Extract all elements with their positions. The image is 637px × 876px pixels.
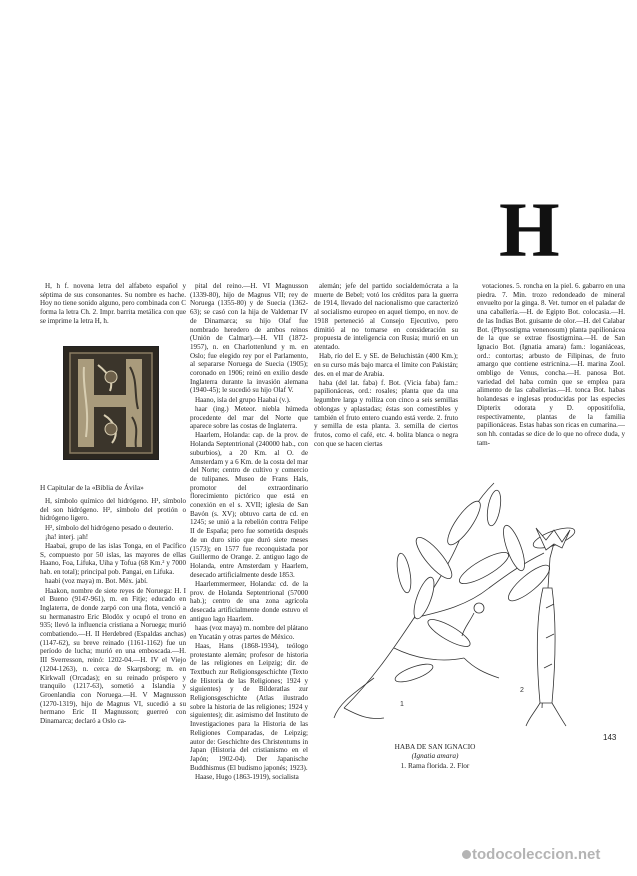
column-1 (40, 282, 186, 326)
illuminated-capital-drawing (64, 347, 158, 459)
illuminated-capital-image (63, 346, 159, 460)
entry-haarlemmermeer: Haarlemmermeer, Holanda: cd. de la prov. de Holanda Septentrional (57000 hab.); centro de una zona agrícola desecada artificialmente donde estuvo el antiguo lago Haarlem. (190, 579, 308, 623)
flower-detail-drawing (526, 528, 570, 726)
entry-haabai: Haabai, grupo de las islas Tonga, en el Pacífico S, compuesto por 50 islas, las mayores de ellas Haano, Foa, Lifuka, Uiha y Tofua (68 Km.² y 7000 hab. en total); principal pob. Pangai, en Lifuka. (40, 542, 186, 577)
watermark (462, 846, 600, 863)
entry-haase: Haase, Hugo (1863-1919), socialista (195, 772, 299, 781)
section-initial-letter: H (499, 186, 558, 273)
column-1-continued (40, 497, 186, 726)
entry-hab: Hab, río del E. y SE. de Beluchistán (400 Km.); en su curso más bajo marca el límite con Pakistán; des. en el mar de Arabia. (314, 352, 458, 378)
figure-label-2: 2 (520, 687, 524, 694)
entry-haakon-cont: pital del reino.—H. VI Magnusson (1339-80), hijo de Magnus VII; rey de Noruega (1355-80) y de Suecia (1362-63); se casó con la hija de Valdemar IV de Dinamarca; su hijo Olaf fue nombrado heredero de ambos reinos (Unión de Calmar).—H. VII (1872-1957), n. en Charlottenlund y m. en Oslo; fue elegido rey por el Parlamento, al separarse Noruega de Suecia (1905); coronado en 1906; reinó en exilio desde Inglaterra durante la invasión alemana (1940-45); le sucedió su hijo Olaf V. (190, 282, 308, 395)
column-4 (477, 282, 625, 448)
entry-haakon: Haakon, nombre de siete reyes de Noruega: H. I el Bueno (914?-961), m. en Fitje; educado en Inglaterra, de donde zarpó con una flota, venció a su hermanastro Eric Blodöx y ocupó el trono en 935; llevó la influencia cristiana a Noruega; murió combatiendo.—H. II Herdebred (Espaldas anchas) (1147-62), su breve reinado (1161-1162) fue un período de lucha; murió en una emboscada.—H. III Sverresson, reinó: 1202-04.—H. IV el Viejo (1204-1263), n. cerca de Skarpsborg; m. en Kirkwall (Orcadas); en su reinado próspero y tranquilo (1217-63), sometió a Islandia y Groenlandia con Noruega.—H. V Magnusson (1270-1319), hijo de Magnus VI, sucedió a su hermano Eric II Magnusson; guerreó con Dinamarca; declaró a Oslo ca- (40, 586, 186, 726)
entry-h2-symbol: H², símbolo del hidrógeno pesado o deuterio. (45, 523, 174, 532)
entry-haabi: haabi (voz maya) m. Bot. Méx. jabí. (45, 577, 148, 586)
column-3 (314, 282, 458, 449)
illuminated-capital-caption: H Capitular de la «Biblia de Ávila» (40, 483, 144, 492)
entry-haba-cont: votaciones. 5. roncha en la piel. 6. gabarro en una piedra. 7. Min. trozo redondeado de mineral envuelto por la ginga. 8. Vet. tumor en el paladar de una caballería.—H. de Egipto Bot. colocasia.—H. de las Indias Bot. guisante de olor.—H. del Calabar Bot. (Physostigma venenosum) planta papilionácea de la que se extrae fisostigmina.—H. de San Ignacio Bot. (Ignatia amara) fam.: loganiáceas, ord.: contortas; arbusto de Filipinas, de fruto amargo que contiene estricnina.—H. marina Zool. ombligo de Venus, concha.—H. panosa Bot. variedad del haba común que se emplea para alimento de las caballerías.—H. tonca Bot. habas holandesas e inglesas producidas por las especies Dipterix odorata y D. oppositifolia, respectivamente, plantas de la familia papilionáceas. Estas habas son ricas en cumarina.—son hh. contadas se dice de lo que no ofrece duda, y tam- (477, 282, 625, 447)
entry-ha: ¡ha! interj. ¡ah! (45, 532, 89, 541)
entry-haas-hans: Haas, Hans (1868-1934), teólogo protestante alemán; profesor de historia de las religiones en Leipzig; dir. de Textbuch zur Religionsgeschichte (Texto de Historia de las Religiones; 1924 y siguientes) y de Bilderatlas zur Religionsgeschichte (Atlas ilustrado sobre la historia de las religiones; 1924 y siguientes); dir. asimismo del Instituto de Investigaciones para la Historia de las Religiones Comparadas, de Leipzig; autor de: Geschichte des Christentums in Japan (Historia del cristianismo en el Japón; 1902-04). Der Japanische Buddhismus (El budismo japonés; 1923). (190, 641, 308, 772)
figure-label-1: 1 (400, 701, 404, 708)
plant-caption (370, 742, 500, 770)
plant-caption-species: (Ignatia amara) (411, 751, 459, 761)
watermark-logo-icon (462, 850, 471, 859)
entry-h-symbol: H, símbolo químico del hidrógeno. H¹, símbolo del son hidrógeno. H², símbolo del protión o hidrógeno ligero. (40, 497, 186, 523)
plant-illustration (314, 468, 634, 738)
column-2 (190, 282, 308, 782)
page-number: 143 (603, 733, 617, 742)
entry-haba: haba (del lat. faba) f. Bot. (Vicia faba) fam.: papilionáceas, ord.: rosales; planta que da una legumbre larga y rolliza con cinco a seis semillas oblongas y aplastadas; éstas son comestibles y también el fruto entero cuando está verde. 2. fruto y semilla de esta planta. 3. semilla de ciertos frutos, como el café, etc. 4. bolita blanca o negra con que se hacen ciertas (314, 378, 458, 448)
entry-haano: Haano, isla del grupo Haabai (v.). (195, 395, 291, 404)
entry-haase-cont: alemán; jefe del partido socialdemócrata a la muerte de Bebel; votó los créditos para la guerra de 1914, llevado del nacionalismo que caracterizó al socialismo europeo en aquel tiempo, en nov. de 1918 perteneció al Consejo Ejecutivo, pero dimitió al no tomarse en consideración su propuesta de inteligencia con Rusia; murió en un atentado. (314, 282, 458, 351)
entry-haarlem: Haarlem, Holanda: cap. de la prov. de Holanda Septentrional (240000 hab., con suburbios), a 20 Km. al O. de Amsterdam y a 6 Km. de la costa del mar del Norte; centro de cultivo y comercio de tulipanes. Museo de Frans Hals, promotor del extraordinario florecimiento pictórico que está en conexión en el s. XVII; iglesia de San Bavón (s. XV); obtuvo carta de cd. en 1245; se unió a la rebelión contra Felipe II de España; pero fue sometida después de un duro sitio que duró siete meses (1573); en 1577 fue reconquistada por Guillermo de Orange. 2. antiguo lago de Holanda, entre Amsterdam y Haarlem, desecado artificialmente desde 1853. (190, 431, 308, 579)
watermark-text: todocoleccion.net (472, 846, 601, 863)
entry-haar: haar (ing.) Meteor. niebla húmeda procedente del mar del Norte que aparece sobre las costas de Inglaterra. (190, 404, 308, 431)
entry-haas-plantain: haas (voz maya) m. nombre del plátano en Yucatán y otras partes de México. (190, 623, 308, 641)
plant-caption-title: HABA DE SAN IGNACIO (394, 742, 476, 751)
plant-caption-legend: 1. Rama florida. 2. Flor (400, 760, 470, 770)
entry-h-letter: H, h f. novena letra del alfabeto español y séptima de sus consonantes. Su nombre es hache. Hoy no tiene sonido alguno, pero combinada con C forma la letra Ch. 2. Impr. barrita metálica con que se imprime la letra H, h. (40, 282, 186, 325)
